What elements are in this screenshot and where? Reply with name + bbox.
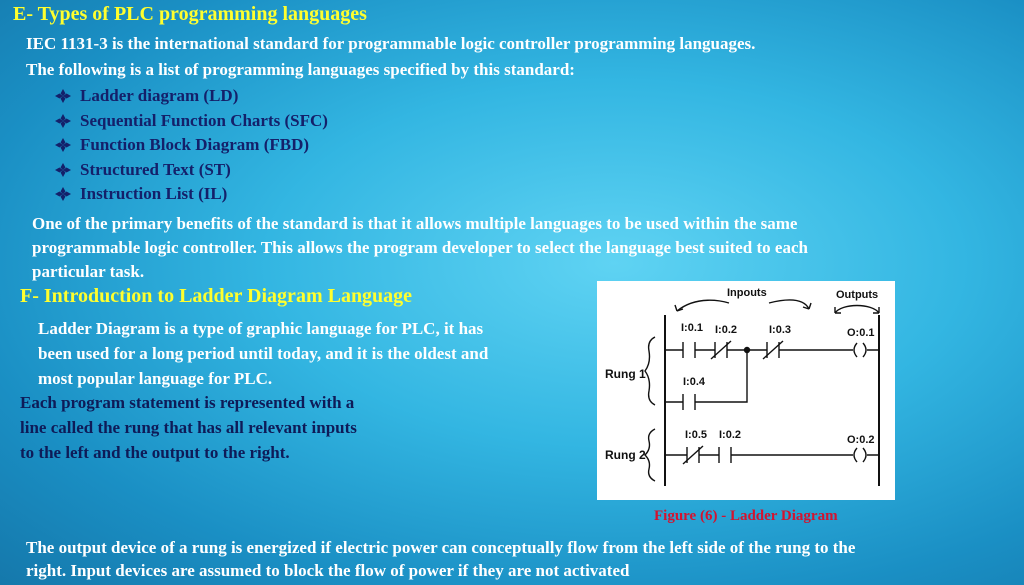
ladder-intro-line: been used for a long period until today, and it is the oldest and (38, 344, 489, 363)
figure-caption: Figure (6) - Ladder Diagram (654, 508, 838, 524)
coil-o02-label: O:0.2 (847, 434, 875, 446)
rung-2-label: Rung 2 (605, 448, 646, 462)
language-label: Function Block Diagram (FBD) (80, 135, 310, 155)
rung-description-paragraph (20, 390, 357, 465)
language-label: Ladder diagram (LD) (80, 86, 239, 106)
rung-description-line: to the left and the output to the right. (20, 443, 290, 462)
ladder-diagram (597, 281, 895, 500)
ladder-intro-line: most popular language for PLC. (38, 369, 273, 388)
list-item (52, 109, 328, 134)
section-f-title: F- Introduction to Ladder Diagram Language (20, 285, 413, 307)
language-label: Instruction List (IL) (80, 184, 228, 204)
coil-o02 (854, 448, 866, 462)
contact-i02b (719, 447, 731, 463)
contact-i01-label: I:0.1 (681, 322, 704, 334)
ladder-intro-line: Ladder Diagram is a type of graphic language for PLC, it has (38, 319, 484, 338)
list-item (52, 158, 328, 183)
rung-1-brace (645, 337, 655, 405)
contact-i04 (683, 394, 695, 410)
contact-i02-label: I:0.2 (715, 324, 738, 336)
rung-2-brace (645, 429, 655, 481)
contact-i01 (683, 342, 695, 358)
diamond-bullet-icon (52, 137, 74, 153)
outputs-label: Outputs (836, 289, 879, 301)
contact-i02b-label: I:0.2 (719, 429, 742, 441)
list-item (52, 182, 328, 207)
benefit-line: One of the primary benefits of the standard is that it allows multiple languages to be used within the same (32, 214, 798, 233)
ladder-diagram-figure (597, 281, 895, 500)
rung-1-label: Rung 1 (605, 367, 646, 381)
footer-paragraph (26, 536, 855, 582)
footer-line: The output device of a rung is energized if electric power can conceptually flow from the left side of the rung to the (26, 538, 856, 557)
inputs-brace (677, 300, 809, 311)
branch-wire (665, 350, 747, 402)
list-item (52, 133, 328, 158)
ladder-intro-paragraph (38, 316, 488, 391)
benefit-line: programmable logic controller. This allows the program developer to select the language best suited to each (32, 238, 808, 257)
language-label: Sequential Function Charts (SFC) (80, 110, 328, 130)
rung-description-line: Each program statement is represented with a (20, 393, 355, 412)
section-e-intro (26, 31, 755, 83)
diamond-bullet-icon (52, 186, 74, 202)
list-item (52, 84, 328, 109)
intro-line-1: IEC 1131-3 is the international standard for programmable logic controller programming languages. (26, 34, 756, 53)
rung-description-line: line called the rung that has all relevant inputs (20, 418, 357, 437)
inputs-arrowheads (675, 303, 811, 311)
coil-o01 (854, 343, 866, 357)
coil-o01-label: O:0.1 (847, 327, 875, 339)
footer-line: right. Input devices are assumed to block the flow of power if they are not activated (26, 561, 630, 580)
contact-i05-label: I:0.5 (685, 429, 708, 441)
benefit-line: particular task. (32, 262, 145, 281)
diamond-bullet-icon (52, 88, 74, 104)
intro-line-2: The following is a list of programming languages specified by this standard: (26, 60, 575, 79)
language-label: Structured Text (ST) (80, 159, 231, 179)
contact-i04-label: I:0.4 (683, 376, 706, 388)
outputs-brace (835, 306, 879, 314)
contact-i03-label: I:0.3 (769, 324, 792, 336)
section-e-title: E- Types of PLC programming languages (13, 3, 367, 25)
diamond-bullet-icon (52, 162, 74, 178)
language-list (52, 84, 328, 207)
inputs-label: Inpouts (727, 287, 767, 299)
diamond-bullet-icon (52, 113, 74, 129)
benefit-paragraph (32, 212, 808, 284)
